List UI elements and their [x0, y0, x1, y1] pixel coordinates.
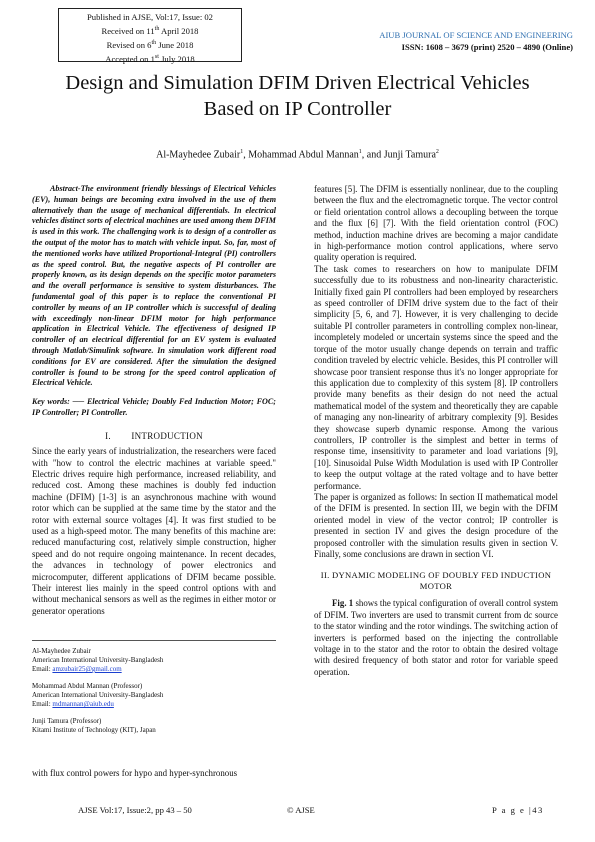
footer-copyright: © AJSE: [287, 805, 315, 815]
right-column: [314, 184, 558, 678]
right-paragraph-4: Fig. 1 shows the typical configuration of overall control system of DFIM. Two inverters are used to transmit current from dc source to the stator winding and the rotor windings. The switching action of inverters is performed based on the injecting the controllable voltage in to the stator and the rotor to obtain the desired voltage with desired frequency of both stator and rotor for variable speed operation.: [314, 598, 559, 677]
email-link-2[interactable]: mdmannan@aiub.edu: [52, 700, 114, 708]
section-heading-dynamic-modeling: II. DYNAMIC MODELING OF DOUBLY FED INDUCTION MOTOR: [320, 570, 552, 592]
journal-issn: ISSN: 1608 – 3679 (print) 2520 – 4890 (Online): [401, 42, 573, 52]
right-paragraph-2: The task comes to researchers on how to manipulate DFIM successfully due to its robustness and non-linearity characteristic. Initially fixed gain PI controllers had been employed by researchers as speed controller of DFIM drive system due to the fact of their simplicity [5, 6, and 7]. However, it is very challenging to decide suitable PI controller parameters in controlling complex non-linear, incompletely modeled or uncertain systems since the speed and the torque of the motor usually change depends on terrain and traffic condition traveled by electric vehicle. Besides, this PI controller will showcase poor transient response thus it's no longer appropriate for this application due to complexity of this system [8]. IP controllers provide many benefits as their design do not need the actual mathematical model of the system and theoretically they are capable of managing any non-linearity of arbitrary complexity [9]. Besides they showcase superb dynamic response. Among the various controllers, IP controller is the simplest and better in terms of response time, insensitivity to parameter and load variations [9], [10]. Sinusoidal Pulse Width Modulation is used with IP Controller to keep the output voltage at the rated voltage and to have better performance.: [314, 263, 558, 491]
footnote-author-2: Mohammad Abdul Mannan (Professor) American International University-Bangladesh Email: mdmannan@aiub.edu: [32, 682, 164, 708]
figure-reference: Fig. 1: [332, 598, 354, 609]
footer-citation: AJSE Vol:17, Issue:2, pp 43 – 50: [78, 805, 192, 815]
author-line: Al-Mayhedee Zubair$^1$, Mohammad Abdul Mannan$^1$, and Junji Tamura$^2$: [156, 149, 439, 161]
abstract-lead: Abstract-: [50, 184, 81, 193]
footnote-author-1: Al-Mayhedee Zubair American International University-Bangladesh Email: amzubair25@gmail.com: [32, 647, 164, 673]
email-link-1[interactable]: amzubair25@gmail.com: [52, 665, 122, 673]
journal-header: [379, 29, 573, 53]
footnote-author-3: Junji Tamura (Professor) Kitami Institute of Technology (KIT), Japan: [32, 717, 156, 734]
right-paragraph-3: The paper is organized as follows: In section II mathematical model of the DFIM is presented. In section III, we begin with the DFIM oriented model in view of the vector control; IP controller is presented in section IV and gives the design procedure of the proposed controller with the simulation results given in section V. Finally, some conclusions are drawn in section VI.: [314, 491, 558, 559]
paper-title: Design and Simulation DFIM Driven Electrical Vehicles Based on IP Controller: [65, 72, 530, 120]
left-column: [32, 184, 276, 617]
section-heading-introduction: I. INTRODUCTION: [105, 430, 203, 441]
abstract-text: The environment friendly blessings of Electrical Vehicles (EV), human beings are becoming extra involved in the use of them alternatively than the usage of mechanical differentials. In electrical vehicles distinct sorts of electrical machines are used among them DFIM is used in this work. The challenging work is to design of a controller as the output of the motor has to match with vehicle input. So, far, most of the mentioned works have utilized Proportional-Integral (PI) controllers as the speed control. But, the negative aspects of PI controller are properly known, as its design depends on the specific motor parameters and the overall performance is sensitive to system disturbances. The fundamental goal of this paper is to replace the conventional PI controller by means of an IP controller which is successful of dealing with exceedingly non-linear DFIM motor for high performance application in Electrical Vehicle. The effectiveness of designed IP controller of an electrical differential for an EV system is evaluated through Matlab/Simulink software. In simulation work different road conditions for EV are considered. After the simulation the designed controller is found to be strong for the speed control application of Electrical Vehicle.: [32, 184, 276, 388]
publication-info-box: [58, 8, 242, 62]
pub-line-accepted: Accepted on 1st July 2018: [105, 53, 195, 64]
footer-page-number: P a g e |43: [492, 805, 544, 815]
pub-line-1: Published in AJSE, Vol:17, Issue: 02: [87, 12, 213, 22]
intro-paragraph: Since the early years of industrialization, the researchers were faced with "how to control the electric machines at variable speed." Electric drives require high performance, increased reliability, and reduced cost. Among these machines is doubly fed induction machine (DFIM) [1-3] is an asynchronous machine with wound rotor which can be supplied at the same time by the stator and the rotor with external source voltages [4]. It was first studied to be used as a high-speed motor. The many benefits of this machine are: reduced manufacturing cost, relatively simple construction, higher speed and do not require ongoing maintenance. In recent decades, the advances in technology of power electronics and microcomputer, different applications of DFIM became possible. Their interest lies mainly in the speed control options with and without mechanical sensors as well as the regimes in either motor or generator operations: [32, 446, 276, 616]
abstract: [32, 184, 276, 389]
pub-line-revised: Revised on 6th June 2018: [106, 39, 194, 50]
right-paragraph-1: features [5]. The DFIM is essentially nonlinear, due to the coupling between the flux and the electromagnetic torque. The vector control or field orientation control allows a decoupling between the torque and the flux [6] [7]. With the field orientation control (FOC) method, induction machine drives are becoming a major candidate in high-performance motion control applications, where servo quality operation is required.: [314, 184, 558, 263]
footnote-rule: [32, 640, 276, 641]
pub-line-received: Received on 11th April 2018: [101, 25, 199, 36]
journal-name: AIUB JOURNAL OF SCIENCE AND ENGINEERING: [379, 30, 573, 40]
intro-continuation: with flux control powers for hypo and hyper-synchronous: [32, 768, 238, 778]
keywords: Key words: ── Electrical Vehicle; Doubly Fed Induction Motor; FOC; IP Controller; PI Controller.: [32, 397, 276, 417]
author-footnotes: [32, 640, 276, 743]
